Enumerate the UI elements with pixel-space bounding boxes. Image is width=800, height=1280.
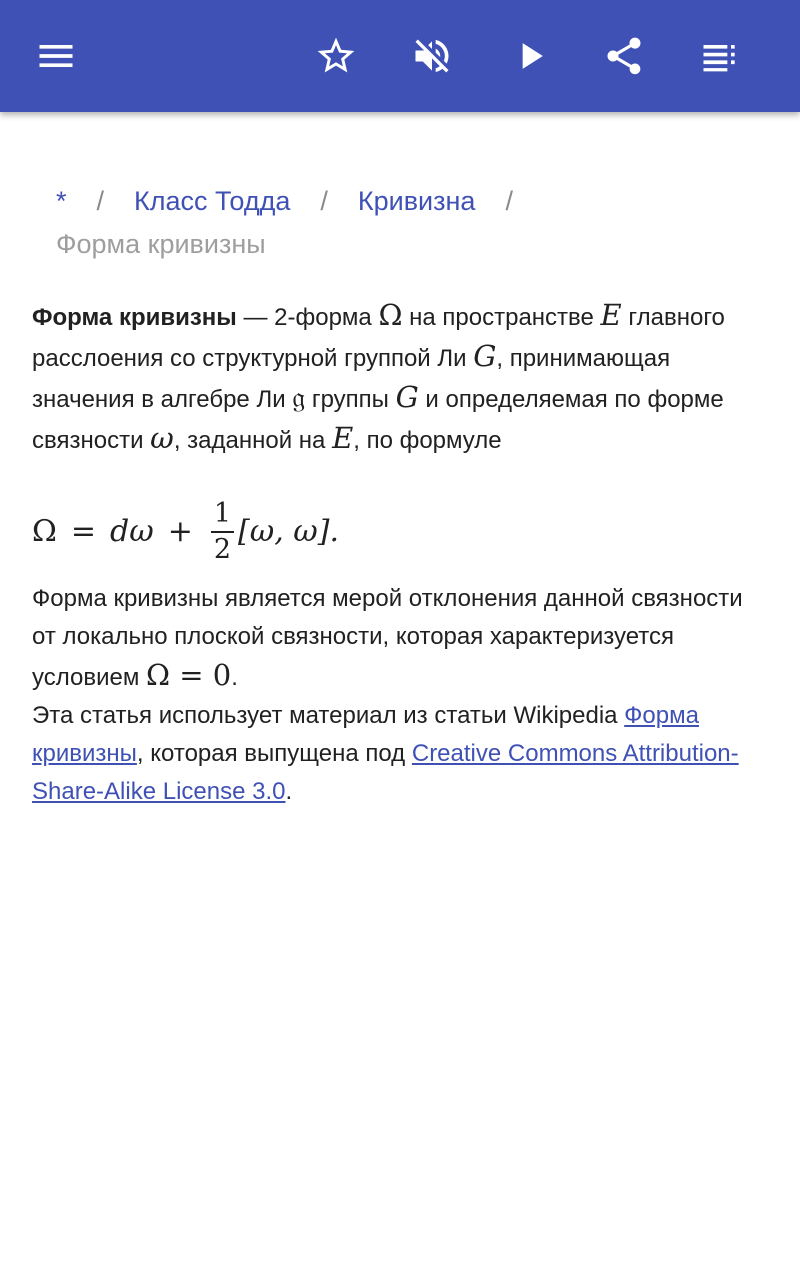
formula-plus: + xyxy=(167,514,193,549)
contents-button[interactable] xyxy=(688,24,752,88)
formula-bracket: [ω, ω]. xyxy=(238,514,339,549)
license-link[interactable]: Creative Commons Attribution-Share-Alike License 3.0 xyxy=(32,740,739,805)
formula-fraction xyxy=(211,497,234,567)
text: на пространстве xyxy=(402,304,601,331)
text: , по формуле xyxy=(353,427,502,454)
text: , заданной на xyxy=(173,427,333,454)
menu-icon xyxy=(34,34,78,78)
share-icon xyxy=(602,34,646,78)
breadcrumb-separator: / xyxy=(96,186,105,216)
playlist-icon xyxy=(698,34,742,78)
math-omega-cap: Ω xyxy=(378,298,403,332)
math-G: G xyxy=(395,380,419,414)
fraction-numerator: 1 xyxy=(211,497,234,533)
formula-lhs: Ω xyxy=(32,514,57,549)
text: Форма кривизны является мерой отклонения данной связности от локально плоской связности, которая характеризуется условием xyxy=(32,585,743,691)
play-button[interactable] xyxy=(498,24,562,88)
wikipedia-article-link[interactable]: Форма кривизны xyxy=(32,702,699,767)
breadcrumb-root-link[interactable]: * xyxy=(56,186,67,216)
article-term: Форма кривизны xyxy=(32,304,237,331)
breadcrumb-todd-class-link[interactable]: Класс Тодда xyxy=(134,186,291,216)
app-bar xyxy=(0,0,800,112)
formula-d: d xyxy=(110,514,130,549)
explanation-paragraph xyxy=(32,580,772,697)
math-E: E xyxy=(600,298,622,332)
text: главного расслоения со структурной группой Ли xyxy=(32,304,725,372)
mute-button[interactable] xyxy=(400,24,464,88)
breadcrumb xyxy=(56,180,776,266)
formula-omega: ω xyxy=(129,514,154,549)
text: Эта статья использует материал из статьи Wikipedia xyxy=(32,702,625,729)
breadcrumb-curvature-link[interactable]: Кривизна xyxy=(357,186,476,216)
volume-off-icon xyxy=(410,34,454,78)
star-outline-icon xyxy=(314,34,358,78)
math-omega: ω xyxy=(150,421,174,455)
math-G: G xyxy=(473,339,497,373)
text: . xyxy=(231,664,238,691)
breadcrumb-separator: / xyxy=(505,186,513,216)
text: группы xyxy=(305,386,396,413)
curvature-formula xyxy=(32,490,772,574)
text: и определяемая по форме связности xyxy=(32,386,724,454)
breadcrumb-current: Форма кривизны xyxy=(56,229,266,259)
fraction-denominator: 2 xyxy=(213,534,232,565)
article-body xyxy=(32,296,772,811)
math-E: E xyxy=(332,421,354,455)
formula-equals: = xyxy=(70,514,97,549)
math-condition: Ω = 0 xyxy=(146,658,232,692)
text: . xyxy=(285,778,293,805)
math-lie-algebra: 𝔤 xyxy=(292,380,306,414)
text: — 2-форма xyxy=(236,304,379,331)
bookmark-button[interactable] xyxy=(304,24,368,88)
text: , которая выпущена под xyxy=(136,740,412,767)
share-button[interactable] xyxy=(592,24,656,88)
play-icon xyxy=(508,34,552,78)
text: , принимающая значения в алгебре Ли xyxy=(32,345,671,413)
attribution-paragraph xyxy=(32,697,772,811)
menu-button[interactable] xyxy=(24,24,88,88)
definition-paragraph xyxy=(32,296,772,460)
breadcrumb-separator: / xyxy=(320,186,328,216)
